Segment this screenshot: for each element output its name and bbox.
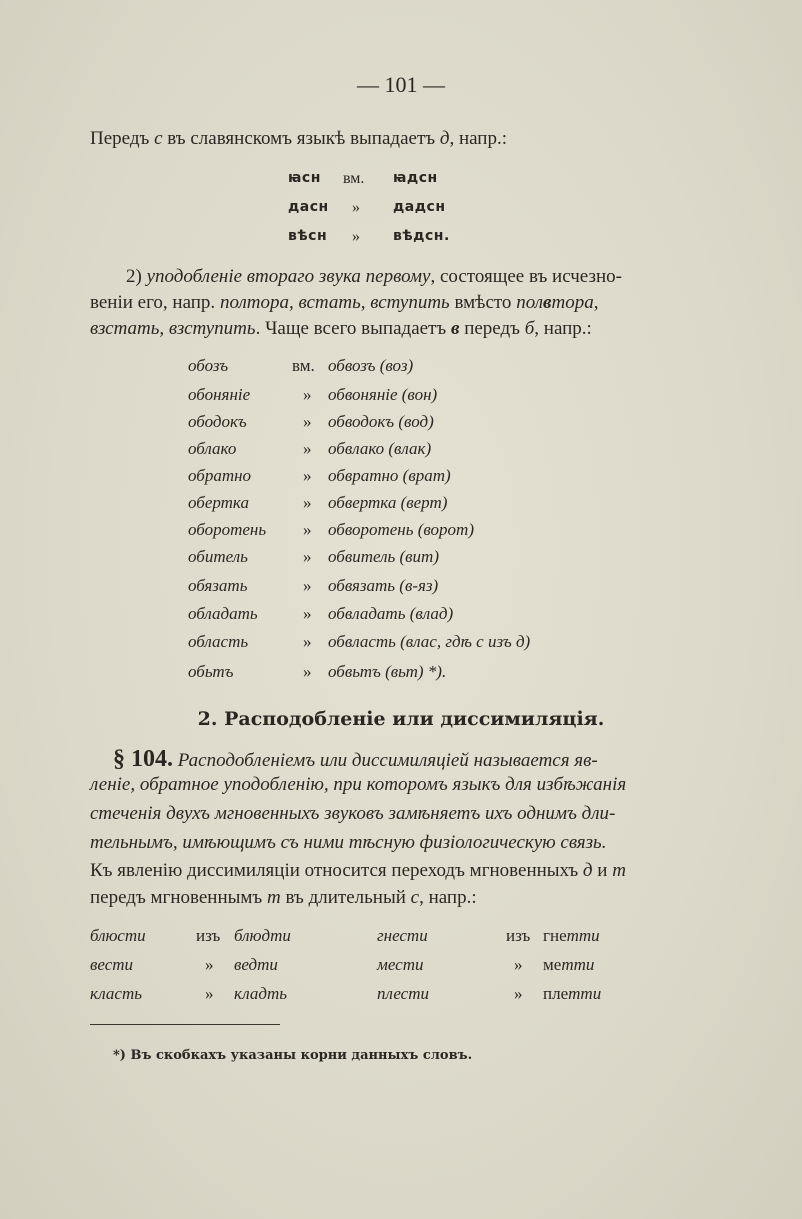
bottom-sep: изъ bbox=[196, 926, 221, 945]
example-sep: » bbox=[303, 632, 312, 651]
page-number: — 101 — bbox=[357, 72, 445, 97]
example-orig: обвитель (вит) bbox=[328, 547, 439, 566]
para2-line1: 2) уподобленіе втораго звука первому, состоящее въ исчезно- bbox=[126, 266, 622, 287]
example-word: обратно bbox=[188, 466, 252, 485]
slavonic-sep: вм. bbox=[343, 170, 365, 187]
bottom-word: класть bbox=[90, 984, 142, 1003]
example-word: обитель bbox=[188, 547, 248, 566]
example-sep: » bbox=[303, 412, 312, 431]
example-sep: » bbox=[303, 547, 312, 566]
example-sep: » bbox=[303, 385, 312, 404]
bottom-orig: кладть bbox=[234, 984, 288, 1003]
slavonic-orig: ꙗдсн bbox=[393, 170, 438, 186]
section-heading: 2. Расподобленіе или диссимиляція. bbox=[197, 708, 605, 730]
example-sep: » bbox=[303, 439, 312, 458]
example-orig: обвязать (в-яз) bbox=[328, 576, 439, 595]
bottom-sep: изъ bbox=[506, 926, 531, 945]
example-word: обозъ bbox=[188, 356, 229, 375]
example-word: обладать bbox=[188, 604, 258, 623]
example-sep: » bbox=[303, 493, 312, 512]
slavonic-word: вѣсн bbox=[288, 228, 328, 244]
bottom-word: мести bbox=[377, 955, 424, 974]
example-orig: обворотень (ворот) bbox=[328, 520, 474, 539]
slavonic-orig: вѣдсн. bbox=[393, 228, 450, 244]
section-104-line1: § 104. Расподобленіемъ или диссимиляціей называется яв- bbox=[113, 746, 598, 772]
bottom-orig: гнетти bbox=[543, 926, 600, 945]
bottom-word: блюсти bbox=[90, 926, 146, 945]
example-orig: обвоняніе (вон) bbox=[328, 385, 438, 404]
example-word: облако bbox=[188, 439, 237, 458]
bottom-word: гнести bbox=[377, 926, 428, 945]
bottom-sep: » bbox=[514, 955, 523, 974]
example-sep: » bbox=[303, 604, 312, 623]
example-word: обязать bbox=[188, 576, 248, 595]
example-sep: » bbox=[303, 466, 312, 485]
example-orig: обвьтъ (вьт) *). bbox=[328, 662, 447, 681]
example-orig: обвозъ (воз) bbox=[328, 356, 414, 375]
footnote: *) Въ скобкахъ указаны корни данныхъ словъ. bbox=[113, 1048, 473, 1063]
slavonic-sep: » bbox=[352, 228, 360, 245]
slavonic-word: ꙗсн bbox=[288, 170, 321, 186]
example-orig: обвласть (влас, гдѣ с изъ д) bbox=[328, 632, 531, 651]
example-orig: обводокъ (вод) bbox=[328, 412, 434, 431]
example-word: обоняніе bbox=[188, 385, 251, 404]
example-word: ободокъ bbox=[188, 412, 247, 431]
section-104-line4: тельнымъ, имѣющимъ съ ними тѣсную физіологическую связь. bbox=[90, 832, 607, 853]
section-number: § 104. bbox=[113, 746, 173, 772]
section-104-line6: передъ мгновеннымъ т въ длительный с, напр.: bbox=[90, 887, 477, 908]
bottom-word: вести bbox=[90, 955, 134, 974]
bottom-word: плести bbox=[377, 984, 429, 1003]
example-sep: » bbox=[303, 520, 312, 539]
bottom-sep: » bbox=[205, 955, 214, 974]
bottom-orig: плетти bbox=[543, 984, 602, 1003]
example-orig: обвлако (влак) bbox=[328, 439, 432, 458]
bottom-orig: блюдти bbox=[234, 926, 291, 945]
example-word: оборотень bbox=[188, 520, 267, 539]
example-sep: » bbox=[303, 576, 312, 595]
footnote-rule bbox=[90, 1024, 280, 1025]
slavonic-orig: дадсн bbox=[393, 199, 446, 215]
section-104-line5: Къ явленію диссимиляціи относится переходъ мгновенныхъ д и т bbox=[90, 860, 626, 881]
example-orig: обвладать (влад) bbox=[328, 604, 454, 623]
example-sep: вм. bbox=[292, 356, 315, 375]
example-word: обертка bbox=[188, 493, 249, 512]
para2-line3: взстать, взступить. Чаще всего выпадаетъ в передъ б, напр.: bbox=[90, 318, 592, 339]
example-word: обьтъ bbox=[188, 662, 234, 681]
bottom-sep: » bbox=[205, 984, 214, 1003]
intro-line: Передъ с въ славянскомъ языкѣ выпадаетъ д, напр.: bbox=[90, 128, 508, 149]
bottom-orig: ведти bbox=[234, 955, 278, 974]
bottom-sep: » bbox=[514, 984, 523, 1003]
example-word: область bbox=[188, 632, 249, 651]
example-sep: » bbox=[303, 662, 312, 681]
example-orig: обвратно (врат) bbox=[328, 466, 451, 485]
section-104-line2: леніе, обратное уподобленію, при которомъ языкъ для избѣжанія bbox=[90, 774, 627, 795]
section-104-line3: стеченія двухъ мгновенныхъ звуковъ замѣняетъ ихъ однимъ дли- bbox=[90, 803, 616, 824]
bottom-orig: метти bbox=[543, 955, 595, 974]
para2-line2: веніи его, напр. полтора, встать, вступить вмѣсто полвтора, bbox=[90, 292, 599, 313]
slavonic-sep: » bbox=[352, 199, 360, 216]
example-orig: обвертка (верт) bbox=[328, 493, 448, 512]
slavonic-word: дасн bbox=[288, 199, 329, 215]
